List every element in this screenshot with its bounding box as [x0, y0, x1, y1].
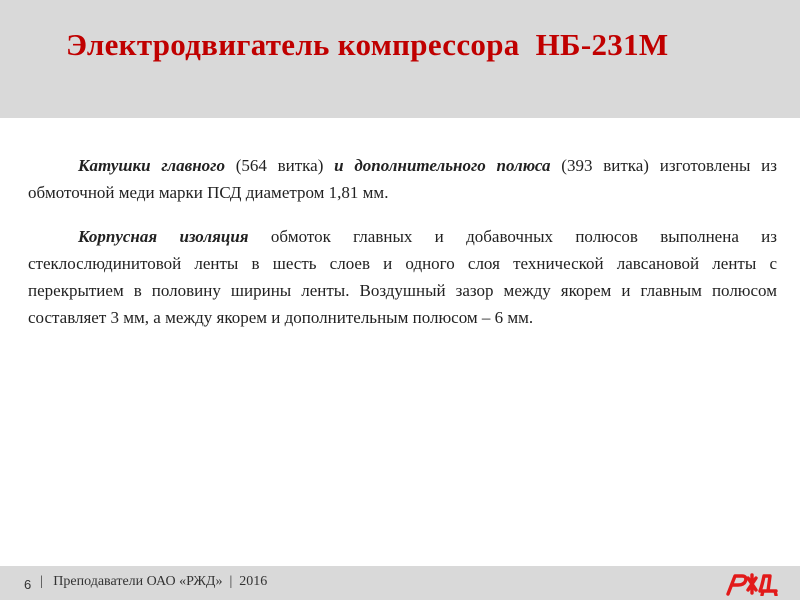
turns-aux: (393 витка) — [550, 156, 649, 175]
term-aux-pole: и дополнительного полюса — [334, 156, 551, 175]
turns-main: (564 витка) — [224, 156, 335, 175]
paragraph-coils — [28, 152, 777, 207]
rzd-logo-mark — [728, 575, 776, 595]
term-insulation: Корпусная изоляция — [78, 226, 249, 246]
slide-number: 6 — [24, 577, 32, 592]
insulation-description: обмоток главных и добавочных полюсов выполнена из стеклослюдинитовой ленты в шесть слоев и одного слоя технической лавсановой ленты с перекрытием в половину ширины ленты. Воздушный зазор между якорем и главным полюсом составляет 3 мм, а между якорем и дополнительным полюсом – 6 мм. — [28, 226, 777, 328]
paragraph-insulation — [28, 223, 777, 332]
coils-description: изготовлены из обмоточной меди марки ПСД диаметром 1,81 мм. — [28, 156, 777, 203]
rzd-logo-icon — [724, 570, 784, 596]
slide-content — [28, 152, 777, 332]
term-main-coils: Катушки главного — [78, 156, 225, 175]
slide-title: Электродвигатель компрессора НБ-231М — [66, 27, 669, 62]
footer-text: | Преподаватели ОАО «РЖД» | 2016 — [40, 574, 268, 589]
